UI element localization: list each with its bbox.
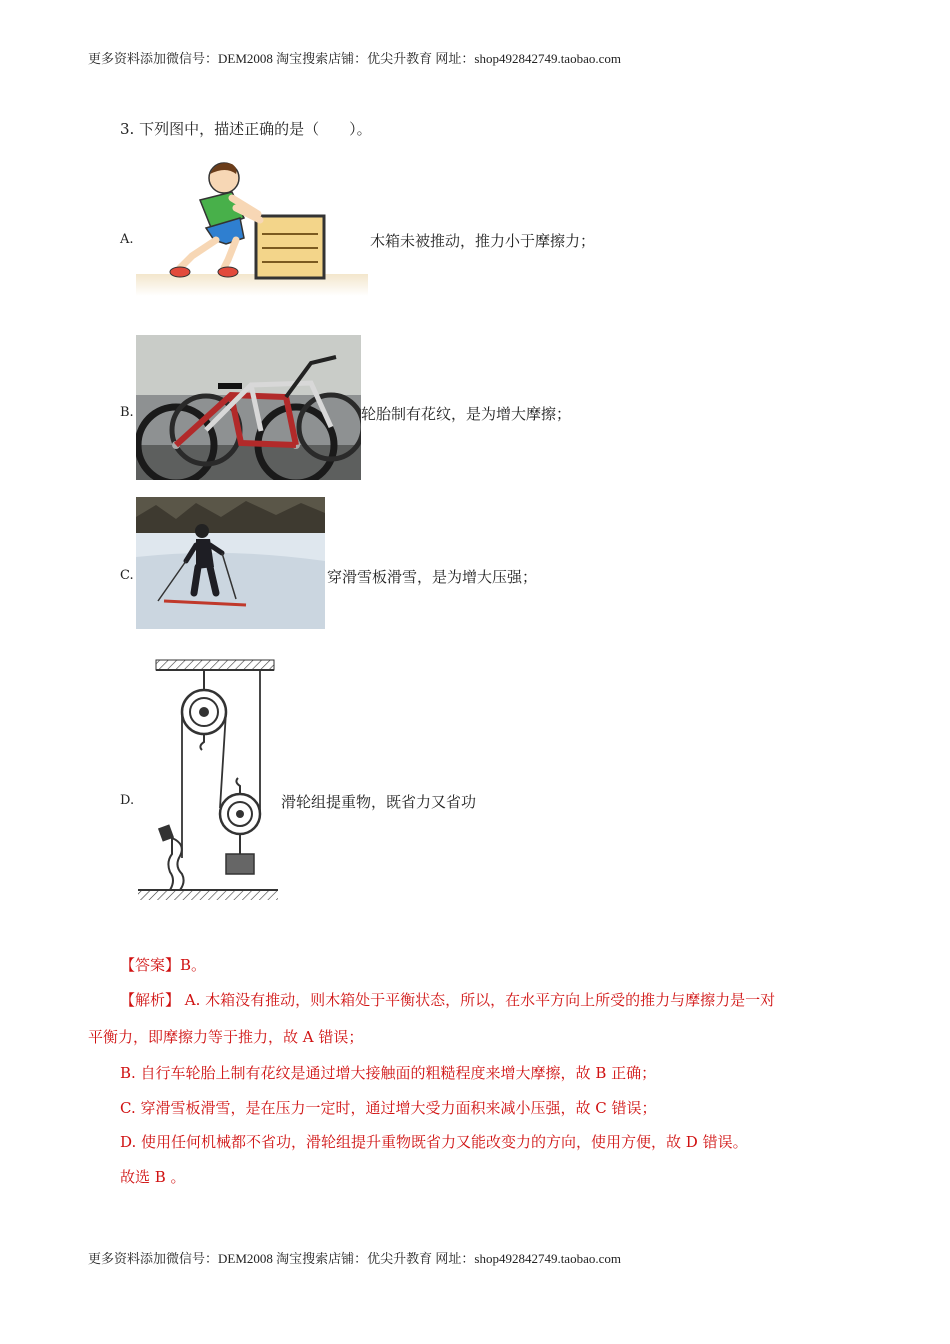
- bicycles-photo: [136, 335, 361, 480]
- page-header: 更多资料添加微信号：DEM2008 淘宝搜索店铺：优尖升教育 网址：shop492842749.taobao.com: [88, 51, 621, 66]
- analysis-line-1: [120, 989, 775, 1010]
- analysis-line-3: B. 自行车轮胎上制有花纹是通过增大接触面的粗糙程度来增大摩擦，故 B 正确；: [120, 1064, 657, 1082]
- skier-photo: [136, 497, 325, 629]
- question-stem: 3. 下列图中，描述正确的是（ ）。: [120, 120, 372, 138]
- page-footer: 更多资料添加微信号：DEM2008 淘宝搜索店铺：优尖升教育 网址：shop492842749.taobao.com: [88, 1251, 621, 1266]
- analysis-tag: 【解析】: [120, 991, 181, 1009]
- answer-line: [120, 954, 206, 975]
- answer-tag: 【答案】: [120, 956, 181, 974]
- option-a-text: 木箱未被推动，推力小于摩擦力；: [370, 232, 596, 250]
- option-c-label: C.: [120, 568, 134, 583]
- option-d-label: D.: [120, 793, 135, 808]
- analysis-text-1: A. 木箱没有推动，则木箱处于平衡状态，所以，在水平方向上所受的推力与摩擦力是一对: [180, 991, 776, 1009]
- option-d-text: 滑轮组提重物，既省力又省功: [281, 793, 477, 811]
- answer-value: B。: [180, 956, 207, 974]
- analysis-line-2: 平衡力，即摩擦力等于推力，故 A 错误；: [88, 1028, 364, 1046]
- analysis-line-5: D. 使用任何机械都不省功，滑轮组提升重物既省力又能改变力的方向，使用方便，故 D 错误。: [120, 1133, 748, 1151]
- analysis-line-4: C. 穿滑雪板滑雪，是在压力一定时，通过增大受力面积来减小压强，故 C 错误；: [120, 1099, 657, 1117]
- option-b-text: 轮胎制有花纹，是为增大摩擦；: [361, 405, 572, 423]
- option-c-text: 穿滑雪板滑雪，是为增大压强；: [327, 568, 538, 586]
- option-a-label: A.: [120, 232, 134, 247]
- boy-pushing-box-image: [136, 156, 368, 296]
- option-b-label: B.: [120, 405, 134, 420]
- analysis-line-6: 故选 B 。: [120, 1168, 186, 1186]
- pulley-system-diagram: [136, 658, 278, 904]
